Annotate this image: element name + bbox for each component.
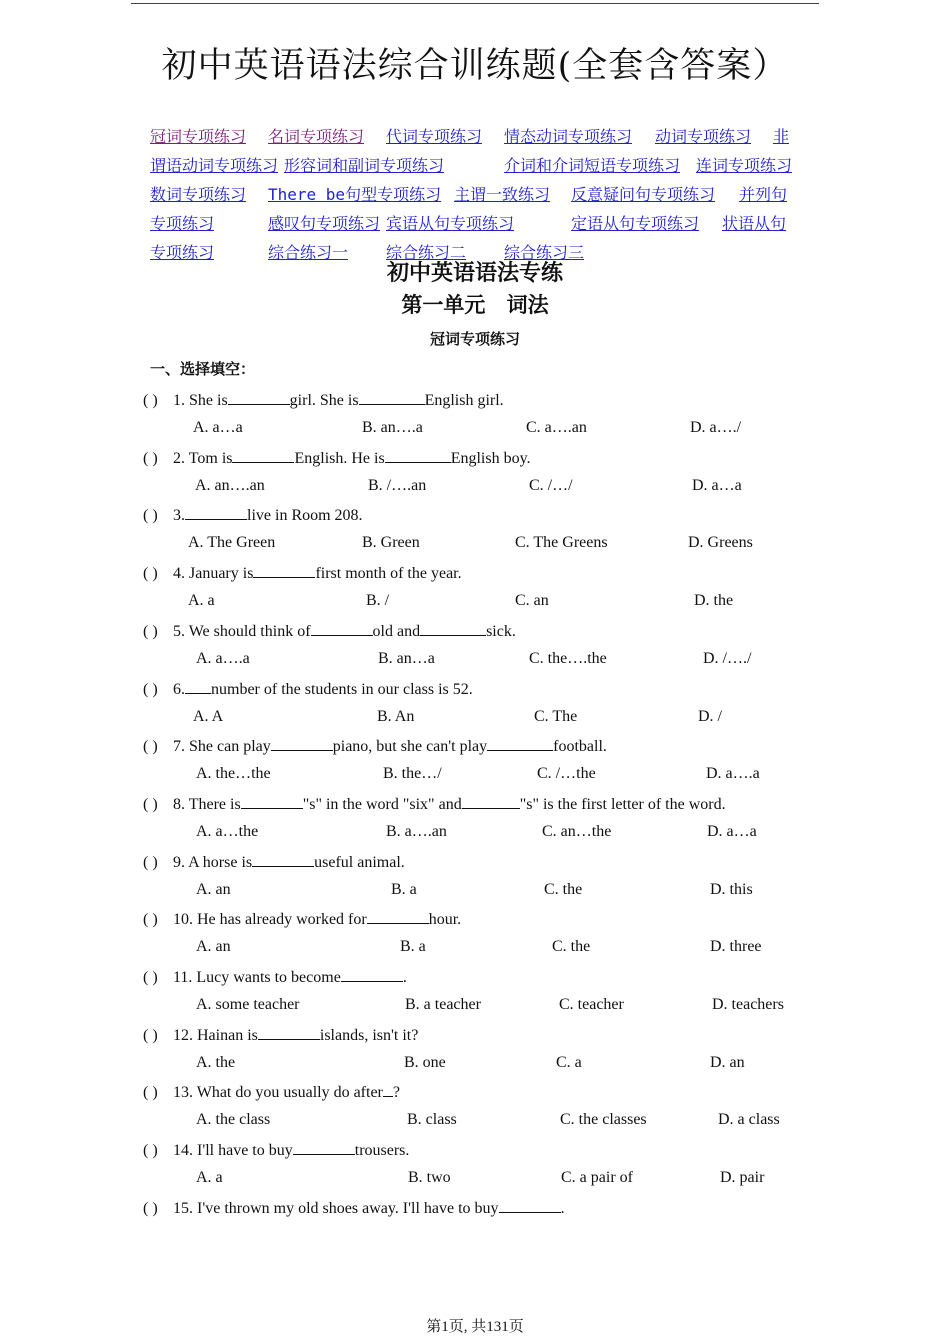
answer-option: A. an [196,938,231,956]
question-text: 15. I've thrown my old shoes away. I'll have to buy [173,1199,499,1217]
question-stem [143,1025,418,1045]
answer-option: C. the classes [560,1111,647,1129]
question-text: 12. Hainan is [173,1026,258,1044]
question-text: 8. There is [173,795,241,813]
question-text: girl. She is [289,392,359,409]
answer-option: D. a…a [692,476,742,494]
answer-option: B. /….an [368,476,427,494]
answer-option: B. a….an [386,822,447,840]
toc-line [150,151,800,180]
question-text: English girl. [424,392,504,409]
question-text: 4. January is [173,565,254,583]
answer-parenthesis: ( ) [143,969,158,986]
question-text: 9. A horse is [173,853,253,871]
answer-parenthesis: ( ) [143,507,158,525]
part-heading: 一、选择填空： [150,360,256,378]
answer-option: C. /…the [537,765,596,783]
question-text: 1. She is [173,392,228,409]
fill-in-blank [311,621,373,636]
answer-option: A. a [188,592,215,610]
answer-parenthesis: ( ) [143,795,158,813]
toc-link-noun[interactable]: 名词专项练习 [268,127,365,146]
toc-link-modal-verb[interactable]: 情态动词专项练习 [504,127,633,146]
question-text: hour. [428,911,462,929]
document-title: 初中英语语法综合训练题(全套含答案） [161,46,789,86]
toc-link-numeral[interactable]: 数词专项练习 [150,185,247,204]
answer-option: B. two [408,1169,451,1187]
toc-link-conjunction[interactable]: 连词专项练习 [696,156,793,175]
answer-option: C. an [515,592,549,610]
answer-option: A. a….a [196,649,250,667]
fill-in-blank [228,390,290,405]
answer-option: D. the [694,592,734,610]
question-text: piano, but she can't play [332,738,488,756]
answer-parenthesis: ( ) [143,1026,158,1044]
answer-option: B. / [366,592,390,610]
fill-in-blank [185,505,247,520]
answer-option: C. a [556,1053,582,1071]
answer-option: B. an…a [378,649,435,667]
fill-in-blank [258,1025,320,1040]
question-text: useful animal. [314,853,405,871]
question-stem [143,621,516,641]
answer-option: A. a [196,1169,223,1187]
answer-option: C. /…/ [529,476,573,494]
answer-option: D. an [710,1053,745,1071]
answer-option: B. the…/ [383,765,442,783]
answer-option: D. a class [718,1111,780,1129]
fill-in-blank [252,852,314,867]
answer-option: D. /…./ [703,649,752,667]
fill-in-blank [271,736,333,751]
answer-option: A. an [196,880,231,898]
toc-link-compound-sentence-part2[interactable]: 专项练习 [150,214,215,233]
answer-option: D. three [710,938,762,956]
answer-option: A. the…the [196,765,271,783]
answer-parenthesis: ( ) [143,1142,158,1160]
fill-in-blank [383,1082,393,1097]
answer-option: D. a…a [707,822,757,840]
toc-link-attributive-clause[interactable]: 定语从句专项练习 [571,214,700,233]
answer-option: A. The Green [188,534,276,552]
question-stem [143,563,462,583]
toc-link-adverbial-clause-part1[interactable]: 状语从句 [722,214,787,233]
toc-link-compound-sentence-part1[interactable]: 并列句 [739,185,788,204]
toc-line [150,209,800,238]
fill-in-blank [185,679,211,694]
question-stem [143,1082,400,1102]
answer-option: C. the [552,938,591,956]
toc-link-comprehensive-2[interactable]: 综合练习二 [386,243,467,262]
question-text: sick. [486,622,516,640]
toc-link-nonfinite-verb-part2[interactable]: 谓语动词专项练习 [150,156,279,175]
page-footer: 第1页, 共131页 [426,1319,524,1335]
question-text: . [402,969,407,986]
toc-link-preposition[interactable]: 介词和介词短语专项练习 [504,156,681,175]
answer-parenthesis: ( ) [143,565,158,583]
answer-option: A. a…a [193,419,243,436]
question-stem [143,679,473,699]
question-text: "s" in the word "six" and [302,795,462,813]
question-text: "s" is the first letter of the word. [519,795,726,813]
toc-link-article[interactable]: 冠词专项练习 [150,127,247,146]
toc-link-comprehensive-1[interactable]: 综合练习一 [268,243,349,262]
table-of-contents [150,122,800,267]
answer-option: A. the class [196,1111,271,1129]
fill-in-blank [499,1198,561,1213]
answer-option: D. this [710,880,753,898]
question-text: . [560,1199,565,1217]
question-text: 5. We should think of [173,622,311,640]
toc-link-there-be[interactable]: There be句型专项练习 [268,185,442,204]
toc-link-adjective-adverb[interactable]: 形容词和副词专项练习 [284,156,445,175]
question-text: English boy. [450,449,531,467]
question-text: English. He is [294,449,385,467]
answer-option: C. the….the [529,649,607,667]
answer-option: C. a….an [526,419,587,436]
answer-option: D. / [698,707,722,725]
unit-heading: 第一单元 词法 [401,292,549,317]
fill-in-blank [367,909,429,924]
toc-link-exclamatory[interactable]: 感叹句专项练习 [268,214,381,233]
toc-link-tag-question[interactable]: 反意疑问句专项练习 [571,185,716,204]
answer-option: B. An [377,707,415,725]
question-text: football. [553,738,607,756]
question-text: old and [372,622,421,640]
fill-in-blank [232,448,294,463]
answer-option: B. a teacher [405,996,481,1013]
question-stem [143,1198,565,1218]
fill-in-blank [293,1140,355,1155]
fill-in-blank [241,794,303,809]
toc-line [150,180,800,209]
answer-parenthesis: ( ) [143,680,158,698]
question-text: 14. I'll have to buy [173,1142,293,1160]
question-text: 3. [173,507,185,525]
answer-option: C. The [534,707,578,725]
answer-option: D. Greens [688,534,753,552]
toc-line [150,122,800,151]
fill-in-blank [385,448,451,463]
fill-in-blank [420,621,486,636]
question-text: 11. Lucy wants to become [173,969,341,986]
answer-option: B. Green [362,534,420,552]
question-stem [143,1140,409,1160]
question-text: 2. Tom is [173,449,233,467]
question-text: first month of the year. [315,565,462,583]
answer-option: D. teachers [712,996,784,1013]
question-text: trousers. [354,1142,410,1160]
question-stem [143,852,405,872]
fill-in-blank [359,390,425,405]
toc-link-adverbial-clause-part2[interactable]: 专项练习 [150,243,215,262]
toc-link-pronoun[interactable]: 代词专项练习 [386,127,483,146]
answer-option: C. the [544,880,583,898]
question-text: 13. What do you usually do after [173,1084,383,1102]
fill-in-blank [462,794,520,809]
answer-option: D. a…./ [690,419,742,436]
answer-parenthesis: ( ) [143,738,158,756]
answer-option: C. a pair of [561,1169,633,1187]
toc-link-object-clause[interactable]: 宾语从句专项练习 [386,214,515,233]
question-stem [143,967,407,987]
answer-parenthesis: ( ) [143,1199,158,1217]
section-heading: 冠词专项练习 [429,330,520,348]
answer-option: B. an….a [362,419,423,436]
toc-link-comprehensive-3[interactable]: 综合练习三 [504,243,585,262]
question-text: live in Room 208. [247,507,363,525]
answer-option: B. a [400,938,426,956]
question-text: 7. She can play [173,738,271,756]
question-stem [143,505,363,525]
question-stem [143,390,504,410]
page-title: 初中英语语法专练 [386,260,563,286]
answer-parenthesis: ( ) [143,622,158,640]
question-stem [143,794,726,814]
toc-link-nonfinite-verb-part1[interactable]: 非 [773,127,790,146]
answer-option: A. a…the [196,822,259,840]
question-text: 10. He has already worked for [173,911,367,929]
top-rule [131,3,819,4]
answer-option: A. some teacher [196,996,300,1013]
answer-option: B. one [404,1053,446,1071]
answer-parenthesis: ( ) [143,449,158,467]
question-stem [143,448,531,468]
answer-option: A. the [196,1053,236,1071]
question-stem [143,909,461,929]
answer-option: A. A [193,707,224,725]
answer-parenthesis: ( ) [143,1084,158,1102]
fill-in-blank [487,736,553,751]
fill-in-blank [341,967,403,982]
toc-link-verb[interactable]: 动词专项练习 [655,127,752,146]
fill-in-blank [253,563,315,578]
answer-option: D. pair [720,1169,765,1187]
answer-option: A. an….an [195,476,265,494]
answer-option: C. The Greens [515,534,608,552]
answer-parenthesis: ( ) [143,853,158,871]
answer-option: B. class [407,1111,457,1129]
answer-parenthesis: ( ) [143,392,158,409]
answer-parenthesis: ( ) [143,911,158,929]
question-text: 6. [173,680,185,698]
toc-link-subject-verb-agreement[interactable]: 主谓一致练习 [454,185,551,204]
question-text: ? [392,1084,400,1102]
question-stem [143,736,607,756]
answer-option: C. an…the [542,822,612,840]
question-text: number of the students in our class is 52. [211,680,473,698]
question-text: islands, isn't it? [319,1026,419,1044]
answer-option: C. teacher [559,996,624,1013]
answer-option: D. a….a [706,765,760,783]
answer-option: B. a [391,880,417,898]
